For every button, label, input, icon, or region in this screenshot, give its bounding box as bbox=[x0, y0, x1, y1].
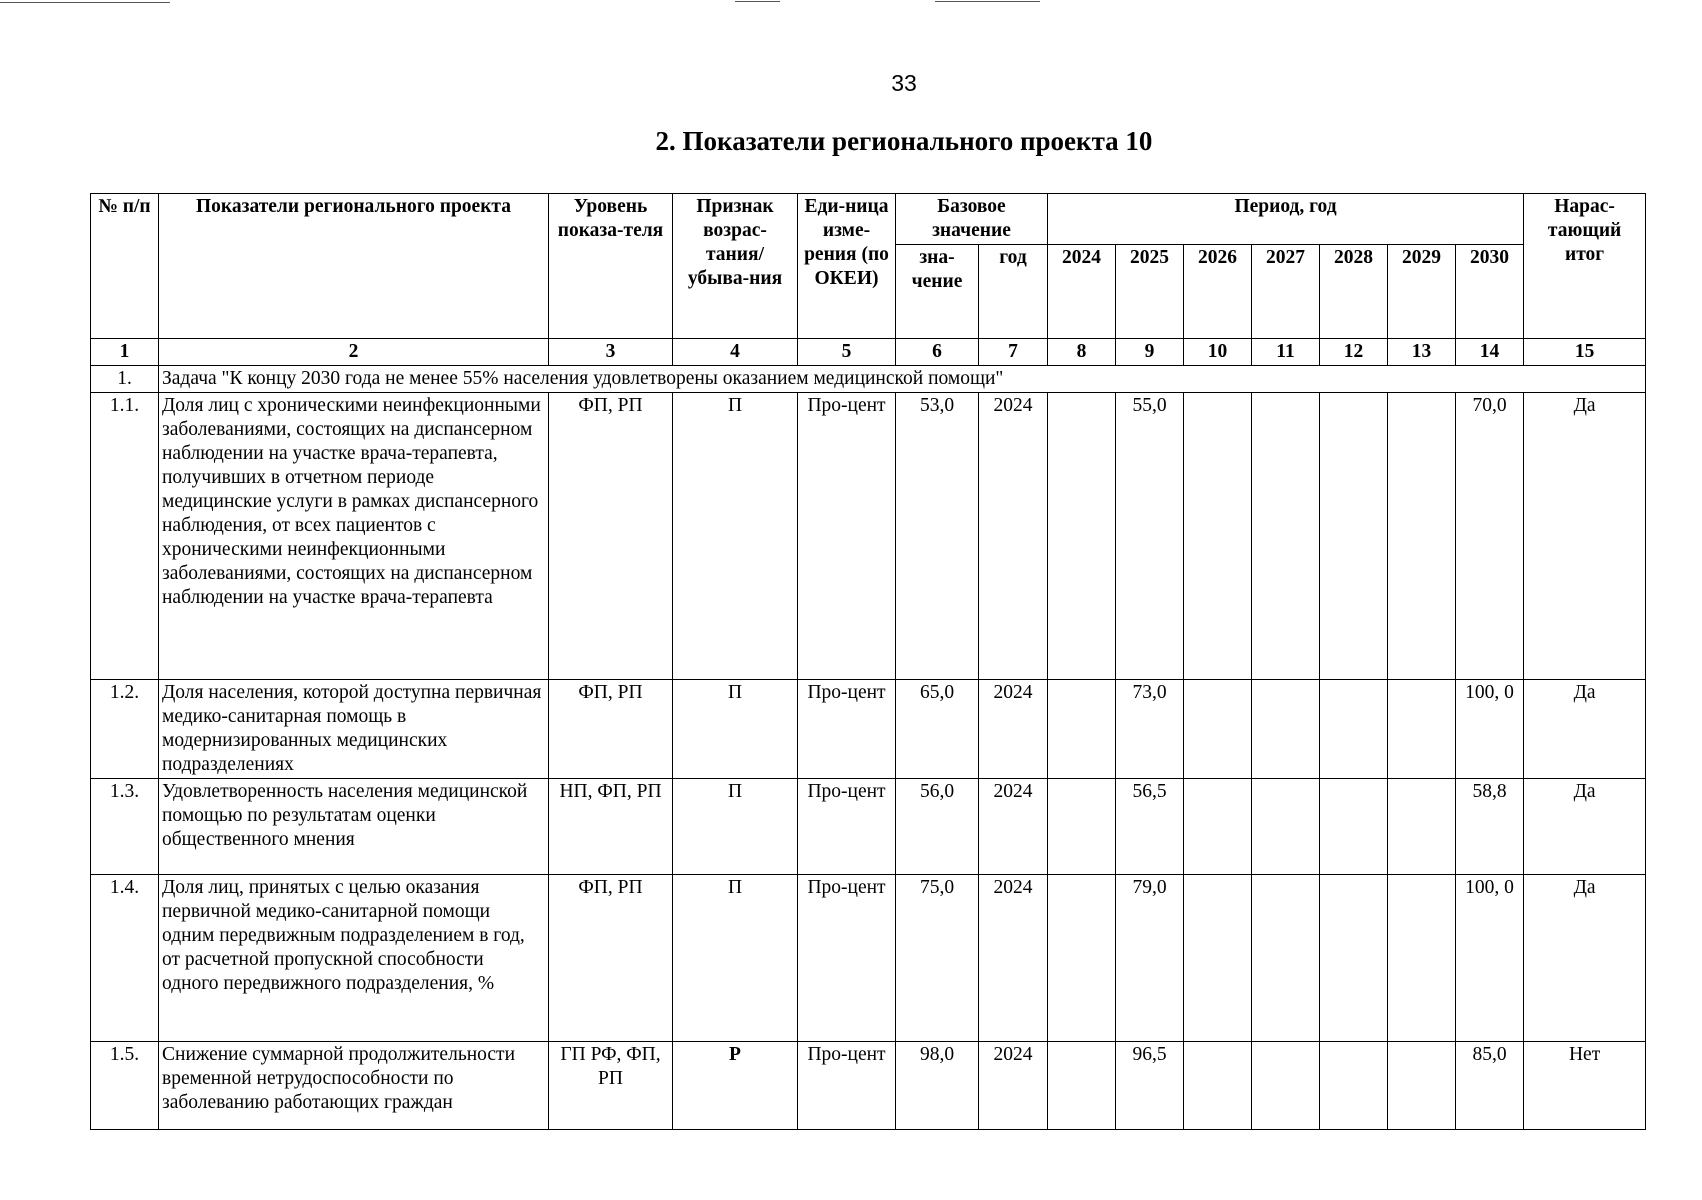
table-row bbox=[91, 1042, 1646, 1130]
column-number: 15 bbox=[1524, 339, 1646, 366]
row-indicator: Удовлетворенность населения медицинской помощью по результатам оценки общественного мнения bbox=[159, 779, 549, 875]
row-year-value: 70,0 bbox=[1456, 393, 1524, 680]
table-row bbox=[91, 393, 1646, 680]
row-indicator: Доля населения, которой доступна первичная медико-санитарная помощь в модернизированных медицинских подразделениях bbox=[159, 680, 549, 779]
column-number: 6 bbox=[896, 339, 979, 366]
row-base-year: 2024 bbox=[979, 680, 1048, 779]
row-year-value bbox=[1320, 875, 1388, 1042]
header-year: 2027 bbox=[1252, 245, 1320, 339]
row-year-value: 58,8 bbox=[1456, 779, 1524, 875]
header-indicator: Показатели регионального проекта bbox=[159, 194, 549, 339]
row-base-year: 2024 bbox=[979, 779, 1048, 875]
row-year-value bbox=[1252, 1042, 1320, 1130]
row-year-value: 100, 0 bbox=[1456, 875, 1524, 1042]
row-base-value: 65,0 bbox=[896, 680, 979, 779]
row-year-value bbox=[1252, 680, 1320, 779]
task-text: Задача "К концу 2030 года не менее 55% населения удовлетворены оказанием медицинской помощи" bbox=[159, 366, 1646, 393]
row-year-value: 55,0 bbox=[1116, 393, 1184, 680]
row-year-value bbox=[1320, 1042, 1388, 1130]
column-number: 3 bbox=[549, 339, 673, 366]
header-year: 2026 bbox=[1184, 245, 1252, 339]
row-year-value bbox=[1388, 779, 1456, 875]
row-cumulative: Да bbox=[1524, 393, 1646, 680]
header-level: Уровень показа-теля bbox=[549, 194, 673, 339]
header-year: 2024 bbox=[1048, 245, 1116, 339]
header-year: 2029 bbox=[1388, 245, 1456, 339]
row-base-year: 2024 bbox=[979, 393, 1048, 680]
row-year-value bbox=[1048, 393, 1116, 680]
row-year-value bbox=[1184, 680, 1252, 779]
row-level: НП, ФП, РП bbox=[549, 779, 673, 875]
row-num: 1.5. bbox=[91, 1042, 159, 1130]
row-year-value bbox=[1184, 779, 1252, 875]
task-num: 1. bbox=[91, 366, 159, 393]
row-level: ГП РФ, ФП, РП bbox=[549, 1042, 673, 1130]
row-base-value: 53,0 bbox=[896, 393, 979, 680]
row-trend: П bbox=[673, 875, 798, 1042]
row-base-value: 75,0 bbox=[896, 875, 979, 1042]
row-year-value bbox=[1388, 1042, 1456, 1130]
column-number-row bbox=[91, 339, 1646, 366]
row-year-value bbox=[1048, 1042, 1116, 1130]
scan-edge-line bbox=[0, 2, 170, 3]
row-year-value bbox=[1048, 680, 1116, 779]
column-number: 11 bbox=[1252, 339, 1320, 366]
row-unit: Про-цент bbox=[798, 779, 896, 875]
row-year-value bbox=[1388, 680, 1456, 779]
row-trend: Р bbox=[673, 1042, 798, 1130]
row-num: 1.4. bbox=[91, 875, 159, 1042]
column-number: 8 bbox=[1048, 339, 1116, 366]
row-year-value bbox=[1184, 1042, 1252, 1130]
header-base: Базовое значение bbox=[896, 194, 1048, 245]
header-base-year: год bbox=[979, 245, 1048, 339]
table-row bbox=[91, 680, 1646, 779]
row-cumulative: Да bbox=[1524, 680, 1646, 779]
row-year-value bbox=[1388, 393, 1456, 680]
table-row bbox=[91, 779, 1646, 875]
row-year-value bbox=[1184, 875, 1252, 1042]
row-year-value: 56,5 bbox=[1116, 779, 1184, 875]
column-number: 14 bbox=[1456, 339, 1524, 366]
header-year: 2028 bbox=[1320, 245, 1388, 339]
header-cumulative: Нарас-тающий итог bbox=[1524, 194, 1646, 339]
header-year: 2025 bbox=[1116, 245, 1184, 339]
row-year-value bbox=[1252, 393, 1320, 680]
row-num: 1.3. bbox=[91, 779, 159, 875]
header-num: № п/п bbox=[91, 194, 159, 339]
header-trend: Признак возрас-тания/ убыва-ния bbox=[673, 194, 798, 339]
header-row-top bbox=[91, 194, 1646, 245]
scan-edge-line bbox=[735, 1, 780, 2]
row-base-year: 2024 bbox=[979, 1042, 1048, 1130]
row-trend: П bbox=[673, 680, 798, 779]
page-title: 2. Показатели регионального проекта 10 bbox=[655, 126, 1153, 156]
row-year-value bbox=[1320, 779, 1388, 875]
row-year-value bbox=[1184, 393, 1252, 680]
row-year-value bbox=[1048, 875, 1116, 1042]
row-indicator: Снижение суммарной продолжительности временной нетрудоспособности по заболеванию работающих граждан bbox=[159, 1042, 549, 1130]
row-year-value: 100, 0 bbox=[1456, 680, 1524, 779]
row-year-value bbox=[1320, 680, 1388, 779]
row-cumulative: Да bbox=[1524, 779, 1646, 875]
page-number: 33 bbox=[891, 70, 917, 96]
row-base-value: 98,0 bbox=[896, 1042, 979, 1130]
row-unit: Про-цент bbox=[798, 875, 896, 1042]
column-number: 7 bbox=[979, 339, 1048, 366]
row-cumulative: Да bbox=[1524, 875, 1646, 1042]
row-indicator: Доля лиц, принятых с целью оказания первичной медико-санитарной помощи одним передвижным подразделением в год, от расчетной пропускной способности одного передвижного подразделения, % bbox=[159, 875, 549, 1042]
row-unit: Про-цент bbox=[798, 680, 896, 779]
row-year-value: 85,0 bbox=[1456, 1042, 1524, 1130]
row-level: ФП, РП bbox=[549, 393, 673, 680]
scan-edge-line bbox=[935, 1, 1040, 2]
column-number: 4 bbox=[673, 339, 798, 366]
column-number: 9 bbox=[1116, 339, 1184, 366]
indicators-table bbox=[90, 193, 1646, 1130]
column-number: 2 bbox=[159, 339, 549, 366]
column-number: 10 bbox=[1184, 339, 1252, 366]
row-base-value: 56,0 bbox=[896, 779, 979, 875]
row-year-value: 96,5 bbox=[1116, 1042, 1184, 1130]
header-unit: Еди-ница изме-рения (по ОКЕИ) bbox=[798, 194, 896, 339]
header-period: Период, год bbox=[1048, 194, 1524, 245]
row-year-value: 73,0 bbox=[1116, 680, 1184, 779]
row-trend: П bbox=[673, 779, 798, 875]
row-year-value bbox=[1048, 779, 1116, 875]
column-number: 5 bbox=[798, 339, 896, 366]
row-cumulative: Нет bbox=[1524, 1042, 1646, 1130]
row-level: ФП, РП bbox=[549, 680, 673, 779]
column-number: 13 bbox=[1388, 339, 1456, 366]
row-year-value bbox=[1252, 779, 1320, 875]
column-number: 12 bbox=[1320, 339, 1388, 366]
row-level: ФП, РП bbox=[549, 875, 673, 1042]
row-num: 1.2. bbox=[91, 680, 159, 779]
row-unit: Про-цент bbox=[798, 393, 896, 680]
column-number: 1 bbox=[91, 339, 159, 366]
header-year: 2030 bbox=[1456, 245, 1524, 339]
row-year-value bbox=[1320, 393, 1388, 680]
row-year-value bbox=[1252, 875, 1320, 1042]
row-indicator: Доля лиц с хроническими неинфекционными заболеваниями, состоящих на диспансерном наблюдении на участке врача-терапевта, получивших в отчетном периоде медицинские услуги в рамках диспансерного наблюдения, от всех пациентов с хроническими неинфекционными заболеваниями, состоящих на диспансерном наблюдении на участке врача-терапевта bbox=[159, 393, 549, 680]
row-base-year: 2024 bbox=[979, 875, 1048, 1042]
row-trend: П bbox=[673, 393, 798, 680]
header-base-value: зна-чение bbox=[896, 245, 979, 339]
row-unit: Про-цент bbox=[798, 1042, 896, 1130]
table-row bbox=[91, 875, 1646, 1042]
task-row bbox=[91, 366, 1646, 393]
row-year-value: 79,0 bbox=[1116, 875, 1184, 1042]
row-num: 1.1. bbox=[91, 393, 159, 680]
row-year-value bbox=[1388, 875, 1456, 1042]
